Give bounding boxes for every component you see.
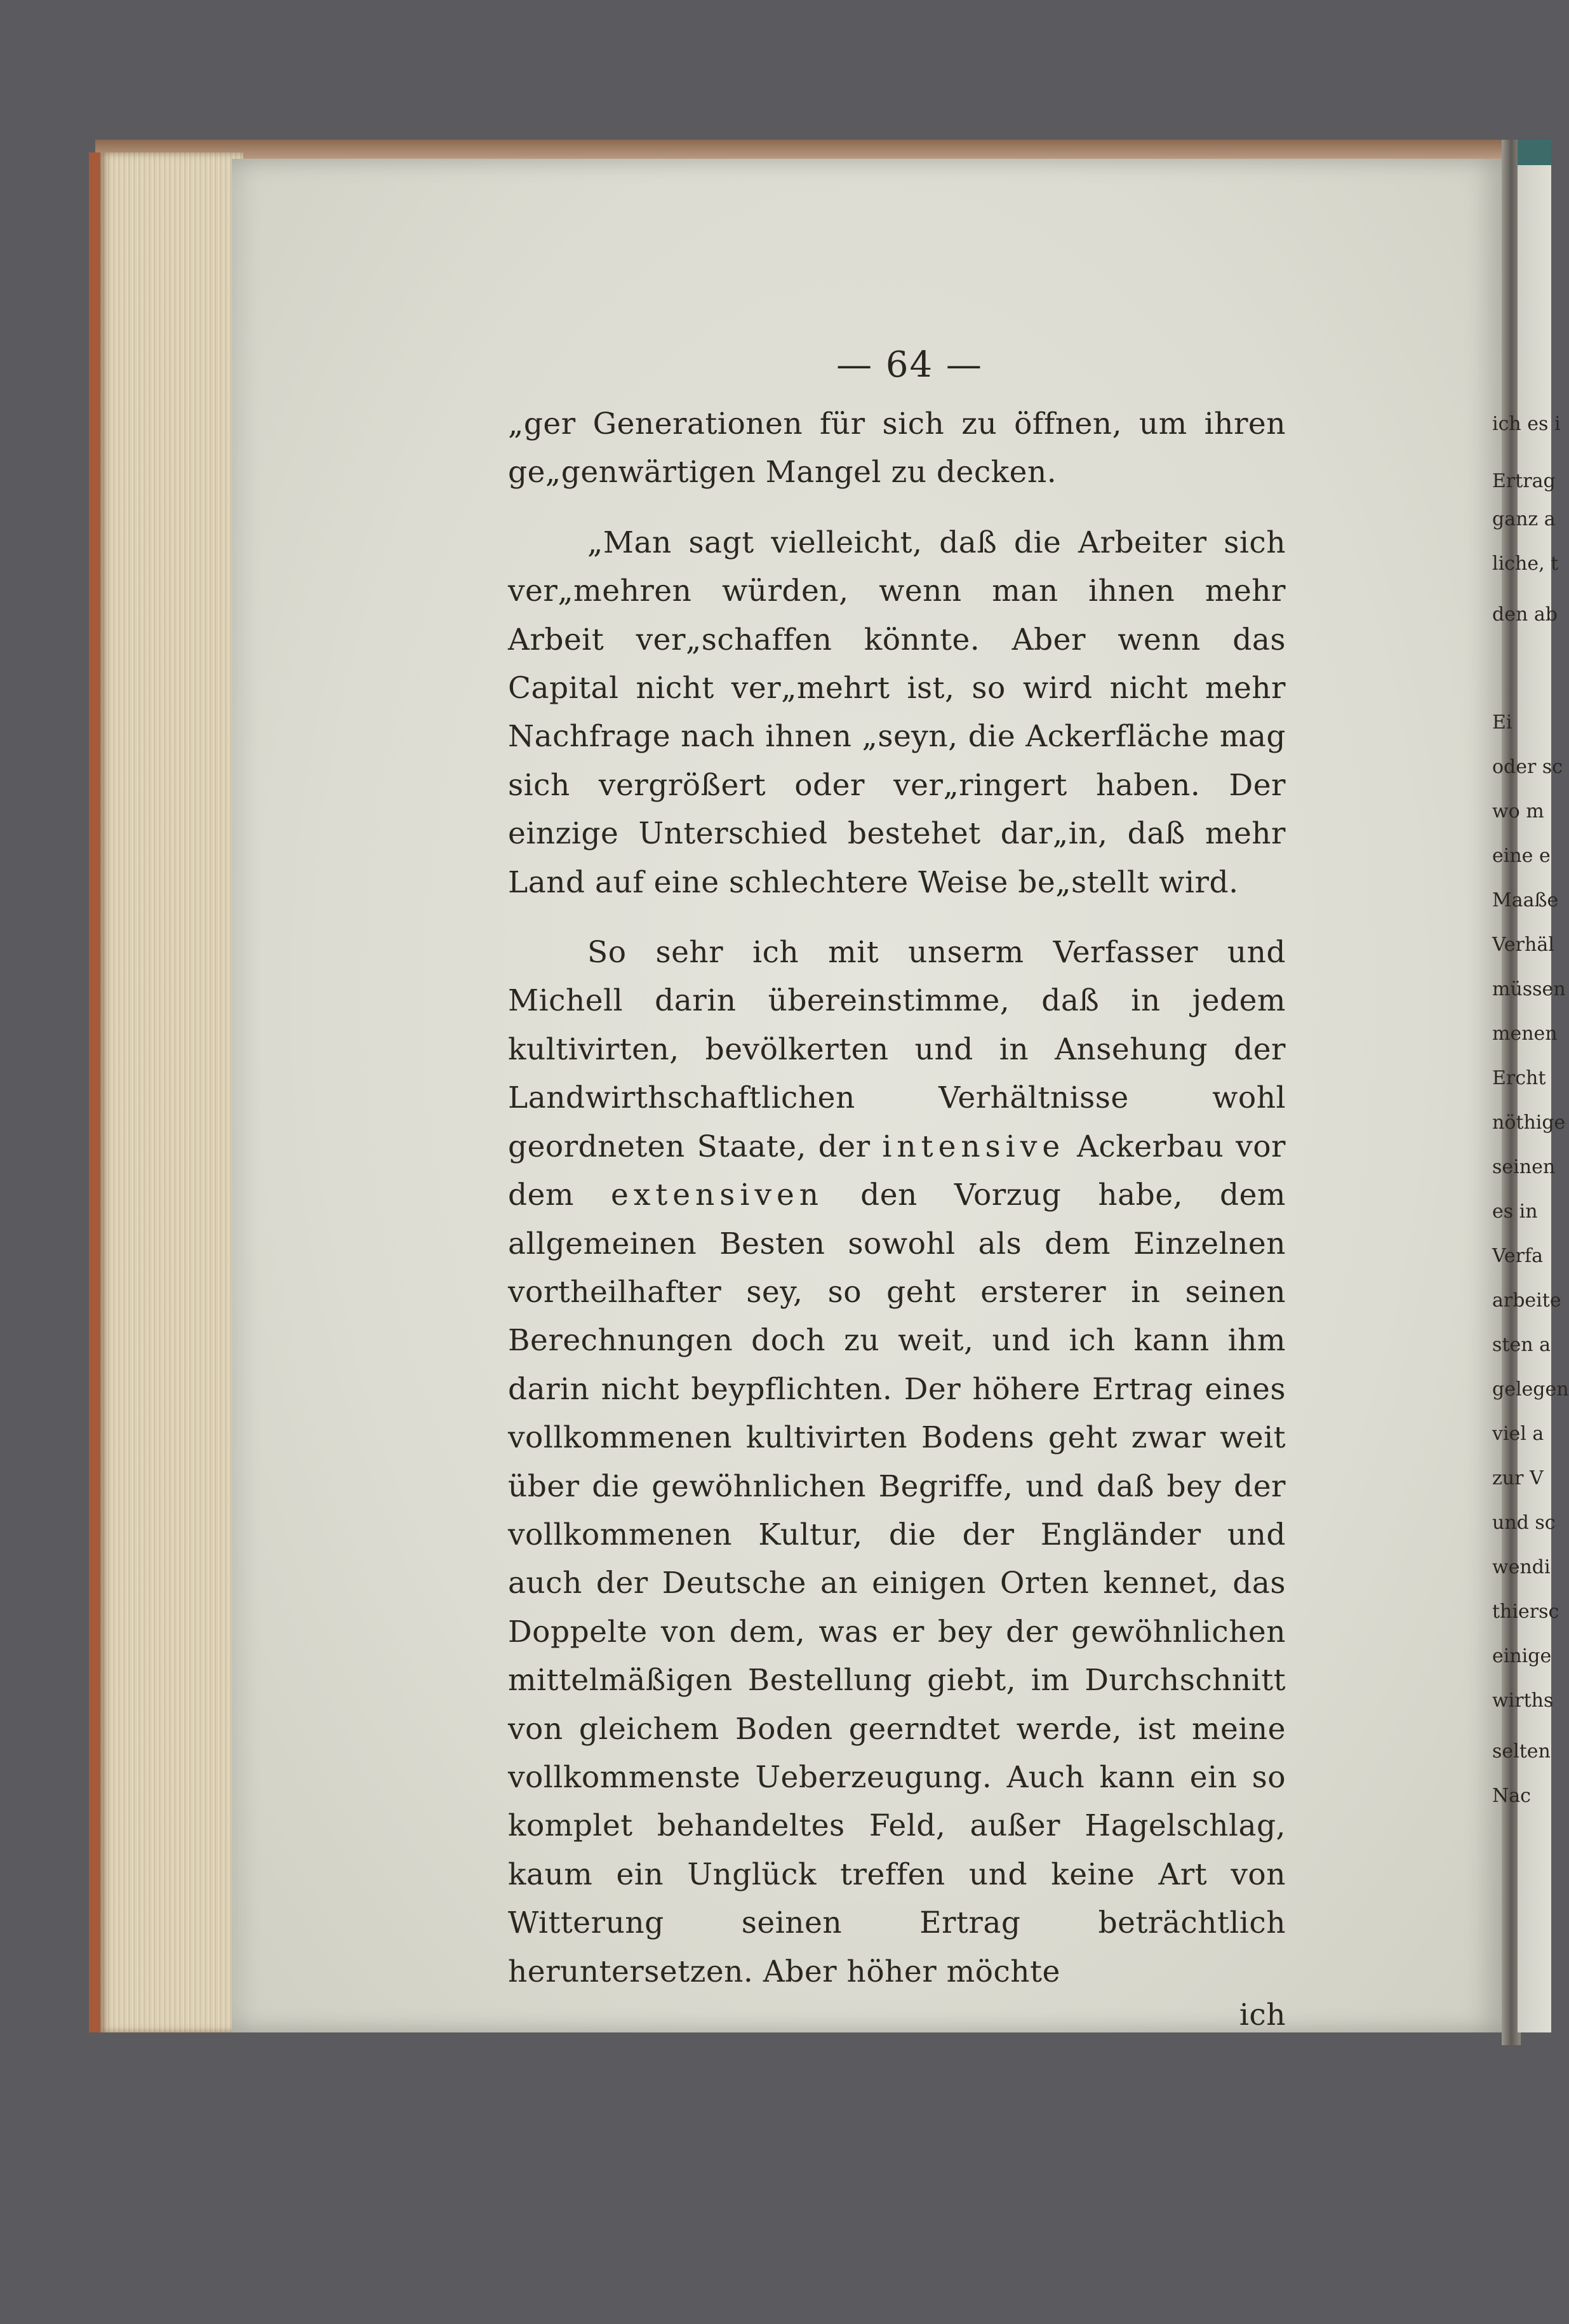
facing-page-fragment: selten	[1492, 1740, 1551, 1763]
text-segment: Ackerbau vor dem	[508, 1129, 1286, 1213]
page-number: — 64 —	[836, 344, 983, 386]
emphasized-word-extensiven: extensiven	[611, 1178, 824, 1213]
facing-page-fragment: nöthige	[1492, 1112, 1566, 1134]
page-text	[508, 337, 1286, 2034]
facing-page-fragment: einige	[1492, 1645, 1552, 1667]
book-cover-right	[1518, 140, 1551, 165]
paragraph-author-text	[508, 929, 1286, 1996]
text-segment: den Vorzug habe, dem allgemeinen Besten sowohl als dem Einzelnen vortheilhafter sey, so geht ersterer in seinen Berechnungen doch zu weit, und ich kann ihm darin nicht beypflichten. Der höhere Ertrag eines vollkommenen kultivirten Bodens geht zwar weit über die gewöhnlichen Begriffe, und daß bey der vollkommenen Kultur, die der Engländer und auch der Deutsche an einigen Orten kennet, das Doppelte von dem, was er bey der gewöhnlichen mittelmäßigen Bestellung giebt, im Durchschnitt von gleichem Boden geerndtet werde, ist meine vollkommenste Ueberzeugung. Auch kann ein so komplet behandeltes Feld, außer Hagelschlag, kaum ein Unglück treffen und keine Art von Witterung seinen Ertrag beträchtlich heruntersetzen. Aber höher möchte	[508, 1178, 1286, 1989]
facing-page-fragment: thiersc	[1492, 1601, 1559, 1623]
facing-page-fragment: Ertrag	[1492, 470, 1556, 492]
facing-page-fragment: wendi	[1492, 1556, 1551, 1578]
catchword: ich	[1239, 1998, 1286, 2032]
facing-page-fragment: sten a	[1492, 1334, 1551, 1356]
facing-page-fragment: Nac	[1492, 1785, 1531, 1807]
emphasized-word-intensive: intensive	[882, 1129, 1065, 1164]
facing-page-fragment: ich es i	[1492, 413, 1561, 435]
facing-page-fragment: Ercht	[1492, 1067, 1546, 1089]
facing-page-fragment: Ei	[1492, 711, 1512, 734]
facing-page-fragment: menen	[1492, 1023, 1558, 1045]
facing-page-fragment: Verfa	[1492, 1245, 1543, 1267]
facing-page-fragment: Maaße	[1492, 889, 1559, 911]
facing-page-fragment: ganz a	[1492, 508, 1556, 530]
facing-page-fragment: den ab	[1492, 603, 1558, 626]
facing-page-fragment: viel a	[1492, 1423, 1544, 1445]
facing-page-fragment: eine e	[1492, 845, 1551, 867]
facing-page-fragment: Verhäl	[1492, 934, 1554, 956]
paragraph-quote-2: „Man sagt vielleicht, daß die Arbeiter sich ver„mehren würden, wenn man ihnen mehr Arbeit ver„schaffen könnte. Aber wenn das Capital nicht ver„mehrt ist, so wird nicht mehr Nachfrage nach ihnen „seyn, die Ackerfläche mag sich vergrößert oder ver„ringert haben. Der einzige Unterschied bestehet dar„in, daß mehr Land auf eine schlechtere Weise be„stellt wird.	[508, 525, 1286, 900]
facing-page-fragment: wirths	[1492, 1689, 1554, 1712]
text-segment: So sehr ich mit unserm Verfasser und Michell darin übereinstimme, daß in jedem kultivirten, bevölkerten und in Ansehung der Landwirthschaftlichen Verhältnisse wohl geordneten Staate, der	[508, 935, 1286, 1164]
paragraph-quote-end: „ger Generationen für sich zu öffnen, um ihren ge„genwärtigen Mangel zu decken.	[508, 406, 1286, 490]
facing-page-fragment: seinen	[1492, 1156, 1556, 1178]
page-edges	[89, 152, 243, 2032]
facing-page-fragment: liche, t	[1492, 553, 1559, 575]
facing-page-fragment: es in	[1492, 1200, 1538, 1223]
book-cover-top	[95, 140, 1524, 159]
facing-page-fragment: oder sc	[1492, 756, 1563, 778]
facing-page-fragment: wo m	[1492, 800, 1544, 823]
facing-page-fragment: gelegen	[1492, 1378, 1569, 1400]
facing-page-fragment: arbeite	[1492, 1289, 1561, 1312]
facing-page-fragment: und sc	[1492, 1512, 1556, 1534]
facing-page-fragment: müssen	[1492, 978, 1566, 1000]
facing-page-fragment: zur V	[1492, 1467, 1544, 1489]
